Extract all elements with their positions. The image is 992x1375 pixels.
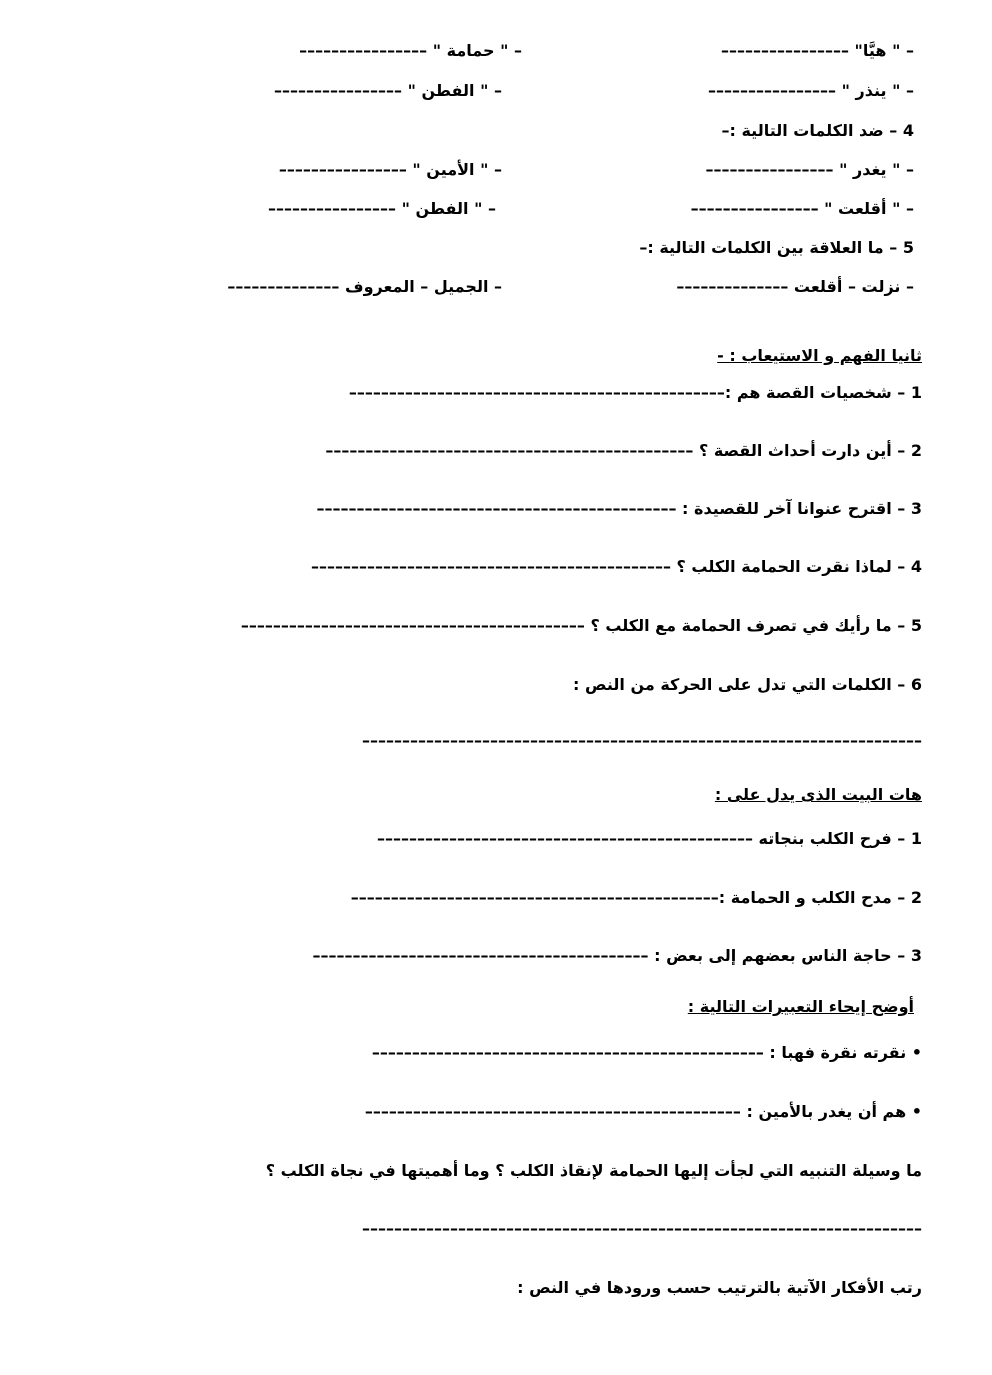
verse-q1: 1 – فرح الكلب بنجاته ––––––––––––––––––––––––––––––––––––––––––––––– [376, 829, 922, 848]
vocab-row3-left: – " الأمين " –––––––––––––––– [278, 160, 502, 179]
q4-antonyms-title: 4 – ضد الكلمات التالية :– [721, 121, 914, 140]
vocab-row4-left: – " الفطن " –––––––––––––––– [268, 199, 496, 218]
comprehension-heading: ثانيا الفهم و الاستيعاب : - [717, 346, 922, 365]
verse-heading: هات البيت الذى يدل على : [714, 785, 922, 804]
vocab-row1-right: – " هيَّا" –––––––––––––––– [720, 41, 914, 60]
verse-q2: 2 – مدح الكلب و الحمامة :–––––––––––––––––––––––––––––––––––––––––––––– [350, 888, 922, 907]
vocab-row1-left: – " حمامة " –––––––––––––––– [299, 41, 522, 60]
verse-q3: 3 – حاجة الناس بعضهم إلى بعض : –––––––––––––––––––––––––––––––––––––––––– [312, 946, 922, 965]
comprehension-q3: 3 – اقترح عنوانا آخر للقصيدة : ––––––––––––––––––––––––––––––––––––––––––––– [316, 499, 922, 518]
final-question: ما وسيلة التنبيه التي لجأت إليها الحمامة لإنقاذ الكلب ؟ وما أهميتها في نجاة الكلب ؟ [265, 1161, 922, 1180]
vocab-row5-left: – الجميل – المعروف –––––––––––––– [227, 277, 502, 296]
vocab-row2-right: – " ينذر " –––––––––––––––– [708, 81, 914, 100]
vocab-row2-left: – " الفطن " –––––––––––––––– [274, 81, 502, 100]
q5-relation-title: 5 – ما العلاقة بين الكلمات التالية :– [639, 238, 914, 257]
ordering-instruction: رتب الأفكار الآتية بالترتيب حسب ورودها في النص : [517, 1278, 922, 1297]
expressions-heading: أوضح إيحاء التعبيرات التالية : [687, 997, 914, 1016]
comprehension-q6-answer-line: –––––––––––––––––––––––––––––––––––––––––––––––––––––––––––––––––––––– [362, 731, 922, 750]
final-answer-line: –––––––––––––––––––––––––––––––––––––––––––––––––––––––––––––––––––––– [362, 1219, 922, 1238]
vocab-row4-right: – " أقلعت " –––––––––––––––– [690, 199, 914, 218]
expressions-bullet1: • نقرته نقرة فهبا : ––––––––––––––––––––––––––––––––––––––––––––––––– [371, 1043, 922, 1062]
expressions-bullet2: • هم أن يغدر بالأمين : ––––––––––––––––––––––––––––––––––––––––––––––– [364, 1102, 922, 1121]
vocab-row3-right: – " يغدر " –––––––––––––––– [705, 160, 914, 179]
comprehension-q4: 4 – لماذا نقرت الحمامة الكلب ؟ ––––––––––––––––––––––––––––––––––––––––––––– [310, 557, 922, 576]
comprehension-q1: 1 – شخصيات القصة هم :––––––––––––––––––––––––––––––––––––––––––––––– [348, 383, 922, 402]
comprehension-q6: 6 – الكلمات التي تدل على الحركة من النص : [573, 675, 922, 694]
comprehension-q5: 5 – ما رأيك في تصرف الحمامة مع الكلب ؟ ––––––––––––––––––––––––––––––––––––––––––– [240, 616, 922, 635]
comprehension-q2: 2 – أين دارت أحداث القصة ؟ –––––––––––––––––––––––––––––––––––––––––––––– [325, 441, 922, 460]
vocab-row5-right: – نزلت – أقلعت –––––––––––––– [676, 277, 914, 296]
